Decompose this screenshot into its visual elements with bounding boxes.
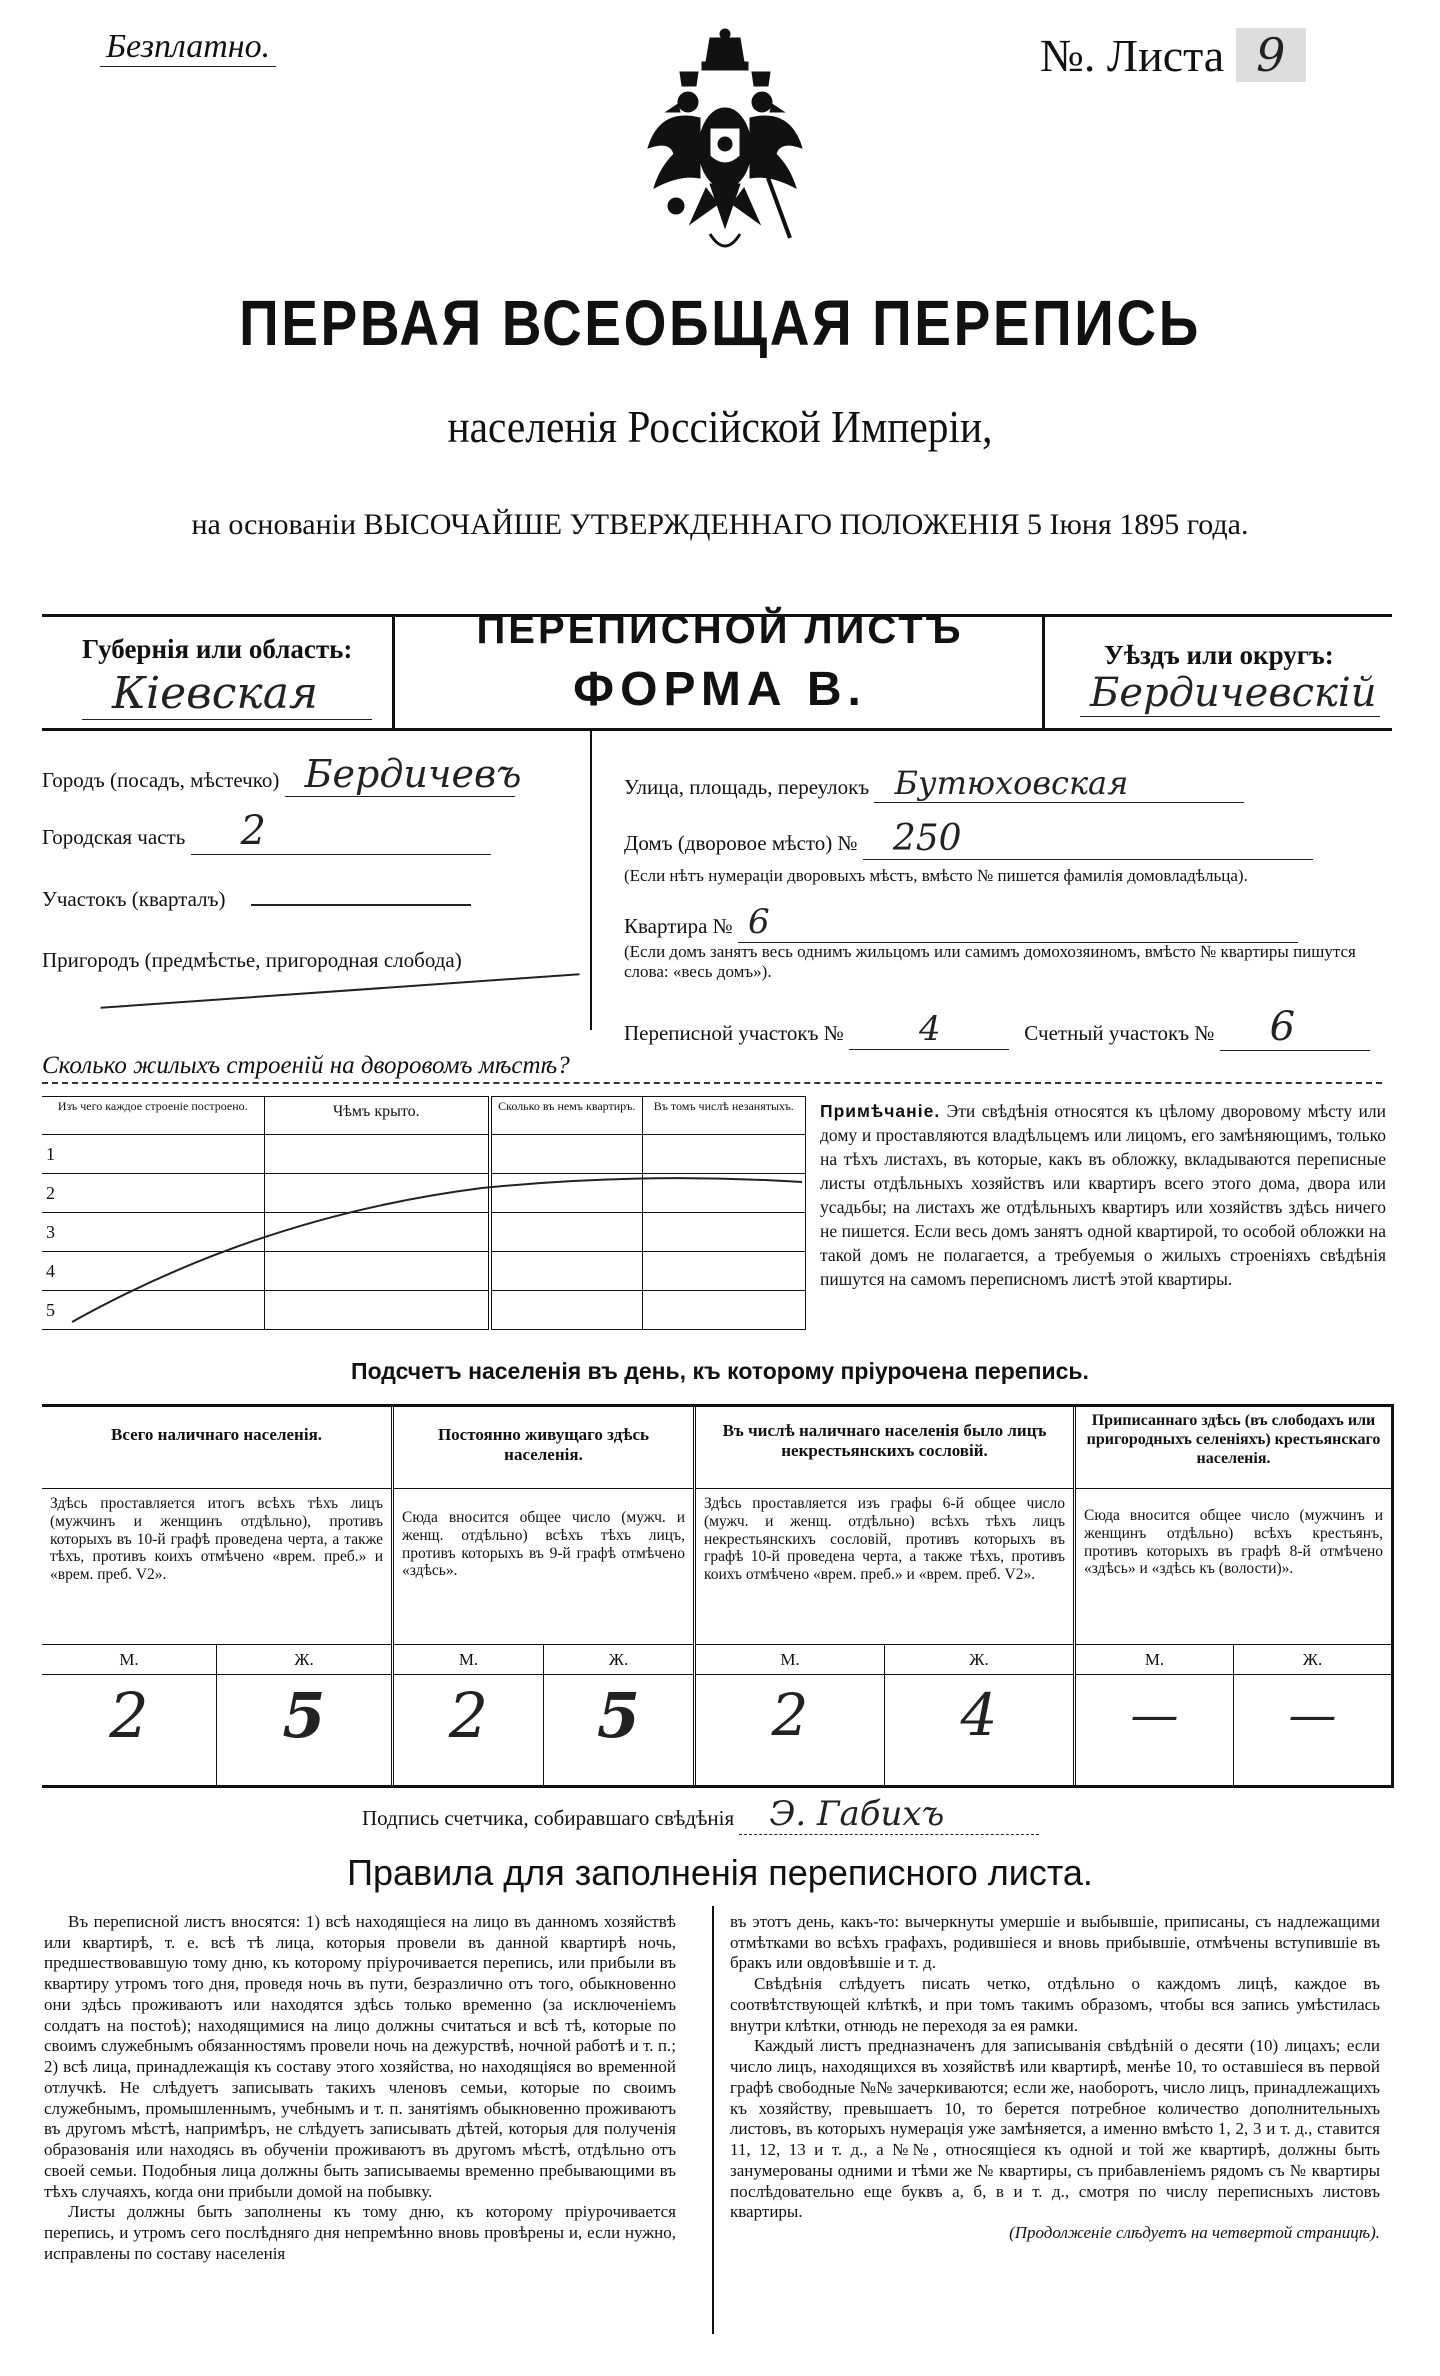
buildings-col-vacant: Въ томъ числѣ незанятыхъ. bbox=[642, 1097, 806, 1135]
buildings-question: Сколько жилыхъ строеній на дворовомъ мѣстѣ? bbox=[42, 1052, 570, 1079]
census-precinct-label: Переписной участокъ № bbox=[624, 1021, 844, 1045]
rules-left-column bbox=[44, 1912, 676, 2264]
imperial-eagle-emblem bbox=[640, 28, 810, 268]
city-label: Городъ (посадъ, мѣстечко) bbox=[42, 768, 280, 792]
rules-continued: (Продолженіе слѣдуетъ на четвертой страницѣ). bbox=[1009, 2223, 1380, 2243]
male-label: М. bbox=[394, 1645, 544, 1674]
population-col-desc: Здѣсь проставляется изъ графы 6-й общее число (мужч. и женщ. отдѣльно) всѣхъ тѣхъ лицъ некрестьянскихъ сословій, противъ которыхъ въ графѣ 10-й проведена черта, а также тѣхъ, противъ коихъ отмѣчено «врем. преб.» и «врем. преб. V2». bbox=[696, 1489, 1073, 1645]
address-block-divider bbox=[590, 730, 592, 1030]
suburb-label: Пригородъ (предмѣстье, пригородная слобода) bbox=[42, 948, 462, 972]
city-part-label: Городская часть bbox=[42, 825, 186, 849]
house-note: (Если нѣтъ нумераціи дворовыхъ мѣстъ, вмѣсто № пишется фамилія домовладѣльца). bbox=[624, 866, 1248, 885]
buildings-row-number: 3 bbox=[42, 1213, 264, 1252]
form-name: ФОРМА В. bbox=[573, 663, 867, 716]
buildings-crossout-stroke bbox=[42, 1096, 806, 1330]
rules-column-divider bbox=[712, 1906, 714, 2334]
rules-paragraph: Въ переписной листъ вносятся: 1) всѣ находящіеся на лицо въ данномъ хозяйствѣ или квартирѣ, т. е. всѣ тѣ лица, которыя провели въ данной квартирѣ ночь, предшествовавшую тому дню, къ которому пріурочивается перепись, или прибыли въ квартиру утромъ того дня, проведя ночь въ пути, безразлично отъ того, обыкновенно они здѣсь проживаютъ или находятся здѣсь только временно (за исключеніемъ солдатъ на постоѣ); находящимися на лицо должны считаться и всѣ тѣ, которые по своимъ служебнымъ обязанностямъ провели ночь на дежурствѣ, ночной работѣ и т. п.; 2) всѣ лица, принадлежащія къ составу этого хозяйства, но находящіяся во временной отлучкѣ. Не слѣдуетъ записывать такихъ членовъ семьи, которые по своимъ служебнымъ, промышленнымъ, учебнымъ и т. п. занятіямъ обыкновенно проживаютъ въ другомъ мѣстѣ, напримѣръ, не слѣдуетъ записывать дѣтей, которыя для полученія образованія или находясь въ обученіи проживаютъ въ другомъ мѣстѣ, отдѣльно отъ своей семьи. Подобныя лица должны быть записываемы временно пребывающими въ тѣхъ случаяхъ, когда они прибыли домой на побывку. bbox=[44, 1912, 676, 2201]
apartment-note: (Если домъ занятъ весь однимъ жильцомъ или самимъ домохозяиномъ, вмѣсто № квартиры пишутся слова: «весь домъ»). bbox=[624, 942, 1356, 981]
population-title: Подсчетъ населенія въ день, къ которому пріурочена перепись. bbox=[351, 1358, 1089, 1384]
district-value[interactable]: Бердичевскій bbox=[1080, 670, 1380, 717]
signature-row bbox=[362, 1794, 1262, 1835]
precinct-label: Участокъ (кварталъ) bbox=[42, 887, 226, 911]
population-col-nonpeasant bbox=[696, 1407, 1076, 1785]
street-value[interactable]: Бутюховская bbox=[874, 764, 1244, 803]
count-precinct-value[interactable]: 6 bbox=[1220, 1004, 1370, 1051]
form-header-bottom-rule bbox=[42, 728, 1392, 731]
buildings-row-number: 2 bbox=[42, 1174, 264, 1213]
province-label: Губернія или область: bbox=[82, 634, 353, 664]
permanent-female-count[interactable]: 5 bbox=[596, 1679, 641, 1752]
total-male-count[interactable]: 2 bbox=[42, 1675, 217, 1785]
rules-paragraph: Свѣдѣнія слѣдуетъ писать четко, отдѣльно о каждомъ лицѣ, каждое въ соотвѣтствующей клѣткѣ, и при томъ такимъ образомъ, чтобы вся запись умѣстилась внутри клѣтки, отнюдь не переходя за ея рамки. bbox=[730, 1974, 1380, 2035]
male-label: М. bbox=[1076, 1645, 1234, 1674]
buildings-col-roof: Чѣмъ крыто. bbox=[264, 1097, 490, 1135]
count-precinct-label: Счетный участокъ № bbox=[1024, 1021, 1215, 1045]
nonpeasant-female-count[interactable]: 4 bbox=[960, 1681, 998, 1749]
apartment-label: Квартира № bbox=[624, 914, 733, 938]
suburb-value-line[interactable] bbox=[101, 973, 580, 1008]
population-col-heading: Всего наличнаго населенія. bbox=[42, 1407, 391, 1489]
population-table bbox=[42, 1404, 1394, 1788]
precinct-row bbox=[42, 884, 582, 912]
buildings-col-material: Изъ чего каждое строеніе построено. bbox=[42, 1097, 264, 1135]
city-value[interactable]: Бердичевъ bbox=[285, 752, 515, 797]
signature-label: Подпись счетчика, собиравшаго свѣдѣнія bbox=[362, 1806, 735, 1830]
apartment-value[interactable]: 6 bbox=[738, 902, 1298, 943]
sheet-number-label: №. Листа bbox=[1040, 30, 1225, 81]
female-label: Ж. bbox=[969, 1650, 989, 1669]
buildings-note-text: Эти свѣдѣнія относятся къ цѣлому дворовому мѣсту или дому и проставляются владѣльцемъ или лицомъ, его замѣняющимъ, только на тѣхъ листахъ, въ которые, какъ въ обложку, вкладываются переписные листы отдѣльныхъ хозяйствъ или квартиръ всего этого дома, двора или усадьбы; на листахъ же отдѣльныхъ квартиръ или хозяйствъ здѣсь ничего не пишется. Если весь домъ занятъ одной квартирой, то особой обложки на такой домъ не полагается, а требуемыя о жилыхъ строеніяхъ свѣдѣнія пишутся на самомъ переписномъ листѣ этой квартиры. bbox=[820, 1101, 1387, 1289]
population-col-permanent bbox=[394, 1407, 696, 1785]
population-col-heading: Приписаннаго здѣсь (въ слободахъ или пригородныхъ селеніяхъ) крестьянскаго населенія. bbox=[1076, 1407, 1391, 1489]
precinct-value-line[interactable] bbox=[251, 884, 471, 906]
sheet-number-value: 9 bbox=[1236, 28, 1306, 82]
buildings-row-number: 4 bbox=[42, 1252, 264, 1291]
sheet-number bbox=[1040, 28, 1306, 82]
peasant-female-count[interactable]: — bbox=[1288, 1687, 1337, 1743]
population-col-desc: Сюда вносится общее число (мужчинъ и женщинъ отдѣльно) всѣхъ крестьянъ, противъ которыхъ въ графѣ 8-й отмѣчено «здѣсь» и «здѣсь къ (волости)». bbox=[1076, 1489, 1391, 1645]
census-main-title: ПЕРВАЯ ВСЕОБЩАЯ ПЕРЕПИСЬ bbox=[239, 287, 1201, 359]
house-row bbox=[624, 818, 1384, 860]
female-label: Ж. bbox=[1302, 1650, 1323, 1669]
male-label: М. bbox=[42, 1645, 217, 1674]
census-subtitle: населенія Россійской Имперіи, bbox=[447, 401, 993, 452]
female-label: Ж. bbox=[608, 1650, 629, 1669]
population-col-heading: Постоянно живущаго здѣсь населенія. bbox=[394, 1407, 693, 1489]
form-header-divider-left bbox=[392, 614, 395, 730]
street-label: Улица, площадь, переулокъ bbox=[624, 775, 870, 799]
peasant-male-count[interactable]: — bbox=[1076, 1675, 1234, 1785]
population-col-desc: Здѣсь проставляется итогъ всѣхъ тѣхъ лицъ (мужчинъ и женщинъ отдѣльно), противъ которыхъ въ 10-й графѣ проведена черта, а также тѣхъ, противъ коихъ отмѣчено «врем. преб.» и «врем. преб. V2». bbox=[42, 1489, 391, 1645]
rules-right-column bbox=[730, 1912, 1380, 2244]
buildings-table-wrap bbox=[42, 1096, 806, 1330]
province-value[interactable]: Кіевская bbox=[82, 668, 372, 720]
female-label: Ж. bbox=[294, 1650, 314, 1669]
total-female-count[interactable]: 5 bbox=[282, 1679, 326, 1752]
sheet-title: ПЕРЕПИСНОЙ ЛИСТЪ bbox=[476, 608, 964, 652]
census-basis-line: на основаніи ВЫСОЧАЙШЕ УТВЕРЖДЕННАГО ПОЛОЖЕНІЯ 5 Іюня 1895 года. bbox=[191, 508, 1249, 541]
census-precinct-value[interactable]: 4 bbox=[849, 1009, 1009, 1050]
city-part-value[interactable]: 2 bbox=[191, 808, 491, 855]
rules-paragraph: въ этотъ день, какъ-то: вычеркнуты умершіе и выбывшіе, приписаны, съ надлежащими отмѣтками во всѣхъ графахъ, родившіеся и вновь прибывшіе, отмѣчены вступившіе въ бракъ или овдовѣвшіе и т. д. bbox=[730, 1912, 1380, 1973]
apartment-row bbox=[624, 902, 1384, 943]
buildings-row-number: 5 bbox=[42, 1291, 264, 1330]
city-part-row bbox=[42, 808, 582, 855]
census-precinct-row bbox=[624, 1004, 1384, 1051]
buildings-question-line bbox=[42, 1082, 1382, 1084]
district-label: Уѣздъ или округъ: bbox=[1104, 640, 1334, 670]
buildings-col-apartments: Сколько въ немъ квартиръ. bbox=[490, 1097, 642, 1135]
permanent-male-count[interactable]: 2 bbox=[394, 1675, 544, 1785]
population-col-desc: Сюда вносится общее число (мужч. и женщ. отдѣльно) всѣхъ тѣхъ лицъ, противъ которыхъ въ 9-й графѣ отмѣчено «здѣсь». bbox=[394, 1489, 693, 1645]
buildings-note-title: Примѣчаніе. bbox=[820, 1101, 941, 1121]
population-col-heading: Въ числѣ наличнаго населенія было лицъ некрестьянскихъ сословій. bbox=[696, 1407, 1073, 1489]
street-row bbox=[624, 764, 1384, 803]
rules-paragraph: Каждый листъ предназначенъ для записыванія свѣдѣній о десяти (10) лицахъ; если число лицъ, находящихся въ хозяйствѣ или квартирѣ, менѣе 10, то оставшіеся въ первой графѣ свободные №№ зачеркиваются; если же, наоборотъ, число лицъ, принадлежащихъ къ хозяйству, превышаетъ 10, то берется потребное количество дополнительныхъ листовъ, въ которыхъ нумерація уже замѣняется, а именно вмѣсто 1, 2, 3 и т. д., ставится 11, 12, 13 и т. д., а №№, относящіеся къ одной и той же квартирѣ, должны быть занумерованы одними и тѣми же № квартиры, съ прибавленіемъ рядомъ съ № квартиры послѣдовательно еще буквъ а, б, в и т. д., смотря по числу переписныхъ листовъ квартиры. bbox=[730, 2036, 1380, 2222]
form-header-divider-right bbox=[1042, 614, 1045, 730]
rules-title: Правила для заполненія переписного листа. bbox=[347, 1852, 1093, 1893]
buildings-note bbox=[820, 1100, 1386, 1292]
male-label: М. bbox=[696, 1645, 885, 1674]
population-col-total bbox=[42, 1407, 394, 1785]
free-label: Безплатно. bbox=[100, 28, 276, 67]
house-label: Домъ (дворовое мѣсто) № bbox=[624, 831, 858, 855]
rules-paragraph: Листы должны быть заполнены къ тому дню, къ которому пріурочивается перепись, и утромъ сего послѣдняго дня непремѣнно вновь провѣрены и, если нужно, исправлены по составу населенія bbox=[44, 2202, 676, 2263]
city-row bbox=[42, 752, 582, 797]
nonpeasant-male-count[interactable]: 2 bbox=[696, 1675, 885, 1785]
population-col-peasant bbox=[1076, 1407, 1391, 1785]
house-value[interactable]: 250 bbox=[863, 818, 1313, 860]
signature-value[interactable]: Э. Габихъ bbox=[739, 1794, 1039, 1835]
buildings-row-number: 1 bbox=[42, 1135, 264, 1174]
suburb-row bbox=[42, 948, 582, 973]
